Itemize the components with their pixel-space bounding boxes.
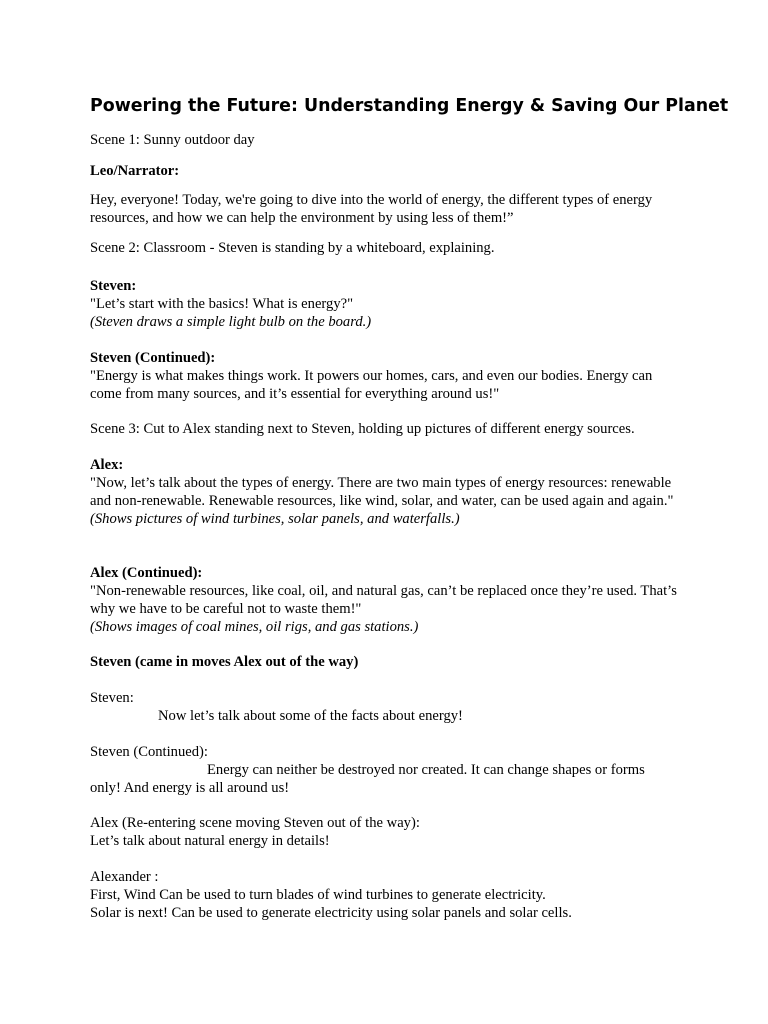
leo-speaker: Leo/Narrator: xyxy=(90,163,180,179)
scene-1-text: Scene 1: Sunny outdoor day xyxy=(90,132,255,148)
alex-2-action: (Shows images of coal mines, oil rigs, and gas stations.) xyxy=(90,619,419,635)
scene-3-text: Scene 3: Cut to Alex standing next to Steven, holding up pictures of different energy sources. xyxy=(90,421,635,437)
steven-1-block xyxy=(90,277,680,331)
alex-1-action: (Shows pictures of wind turbines, solar panels, and waterfalls.) xyxy=(90,511,460,527)
leo-speaker-block xyxy=(90,162,680,180)
alex-3-speaker: Alex (Re-entering scene moving Steven out of the way): xyxy=(90,815,420,831)
steven-4-line-2: only! And energy is all around us! xyxy=(90,780,290,796)
steven-1-action: (Steven draws a simple light bulb on the board.) xyxy=(90,314,372,330)
leo-line: Hey, everyone! Today, we're going to dive into the world of energy, the different types of energy resources, and how we can help the environment by using less of them!” xyxy=(90,192,653,226)
alex-1-block xyxy=(90,456,680,528)
steven-4-block xyxy=(90,743,680,797)
steven-2-block xyxy=(90,349,680,403)
alexander-line-1: First, Wind Can be used to turn blades of wind turbines to generate electricity. xyxy=(90,887,546,903)
scene-1-heading xyxy=(90,131,680,149)
steven-4-speaker: Steven (Continued): xyxy=(90,744,208,760)
steven-1-speaker: Steven: xyxy=(90,278,137,294)
steven-3-line: Now let’s talk about some of the facts about energy! xyxy=(158,708,463,724)
scene-3-heading xyxy=(90,420,680,438)
scene-2-text: Scene 2: Classroom - Steven is standing by a whiteboard, explaining. xyxy=(90,240,495,256)
alex-3-line: Let’s talk about natural energy in details! xyxy=(90,833,330,849)
steven-4-line: Energy can neither be destroyed nor created. It can change shapes or forms xyxy=(207,762,645,778)
steven-enter-block xyxy=(90,653,680,671)
alexander-block xyxy=(90,868,680,922)
steven-2-line: "Energy is what makes things work. It powers our homes, cars, and even our bodies. Energy can come from many sources, and it’s essential for everything around us!" xyxy=(90,368,653,402)
steven-1-line: "Let’s start with the basics! What is energy?" xyxy=(90,296,354,312)
steven-enter-direction: Steven (came in moves Alex out of the way) xyxy=(90,654,359,670)
leo-line-block xyxy=(90,191,680,227)
alex-2-line: "Non-renewable resources, like coal, oil, and natural gas, can’t be replaced once they’re used. That’s why we have to be careful not to waste them!" xyxy=(90,583,677,617)
alex-1-line: "Now, let’s talk about the types of energy. There are two main types of energy resources: renewable and non-renewable. Renewable resources, like wind, solar, and water, can be used again and again." xyxy=(90,475,674,509)
steven-3-speaker: Steven: xyxy=(90,690,134,706)
alex-2-speaker: Alex (Continued): xyxy=(90,565,203,581)
alexander-speaker: Alexander : xyxy=(90,869,159,885)
alex-3-block xyxy=(90,814,680,850)
steven-3-block xyxy=(90,689,680,725)
steven-2-speaker: Steven (Continued): xyxy=(90,350,216,366)
alex-2-block xyxy=(90,564,680,636)
scene-2-heading xyxy=(90,239,680,257)
document-title: Powering the Future: Understanding Energy & Saving Our Planet xyxy=(90,96,729,116)
alexander-line-2: Solar is next! Can be used to generate electricity using solar panels and solar cells. xyxy=(90,905,572,921)
alex-1-speaker: Alex: xyxy=(90,457,124,473)
